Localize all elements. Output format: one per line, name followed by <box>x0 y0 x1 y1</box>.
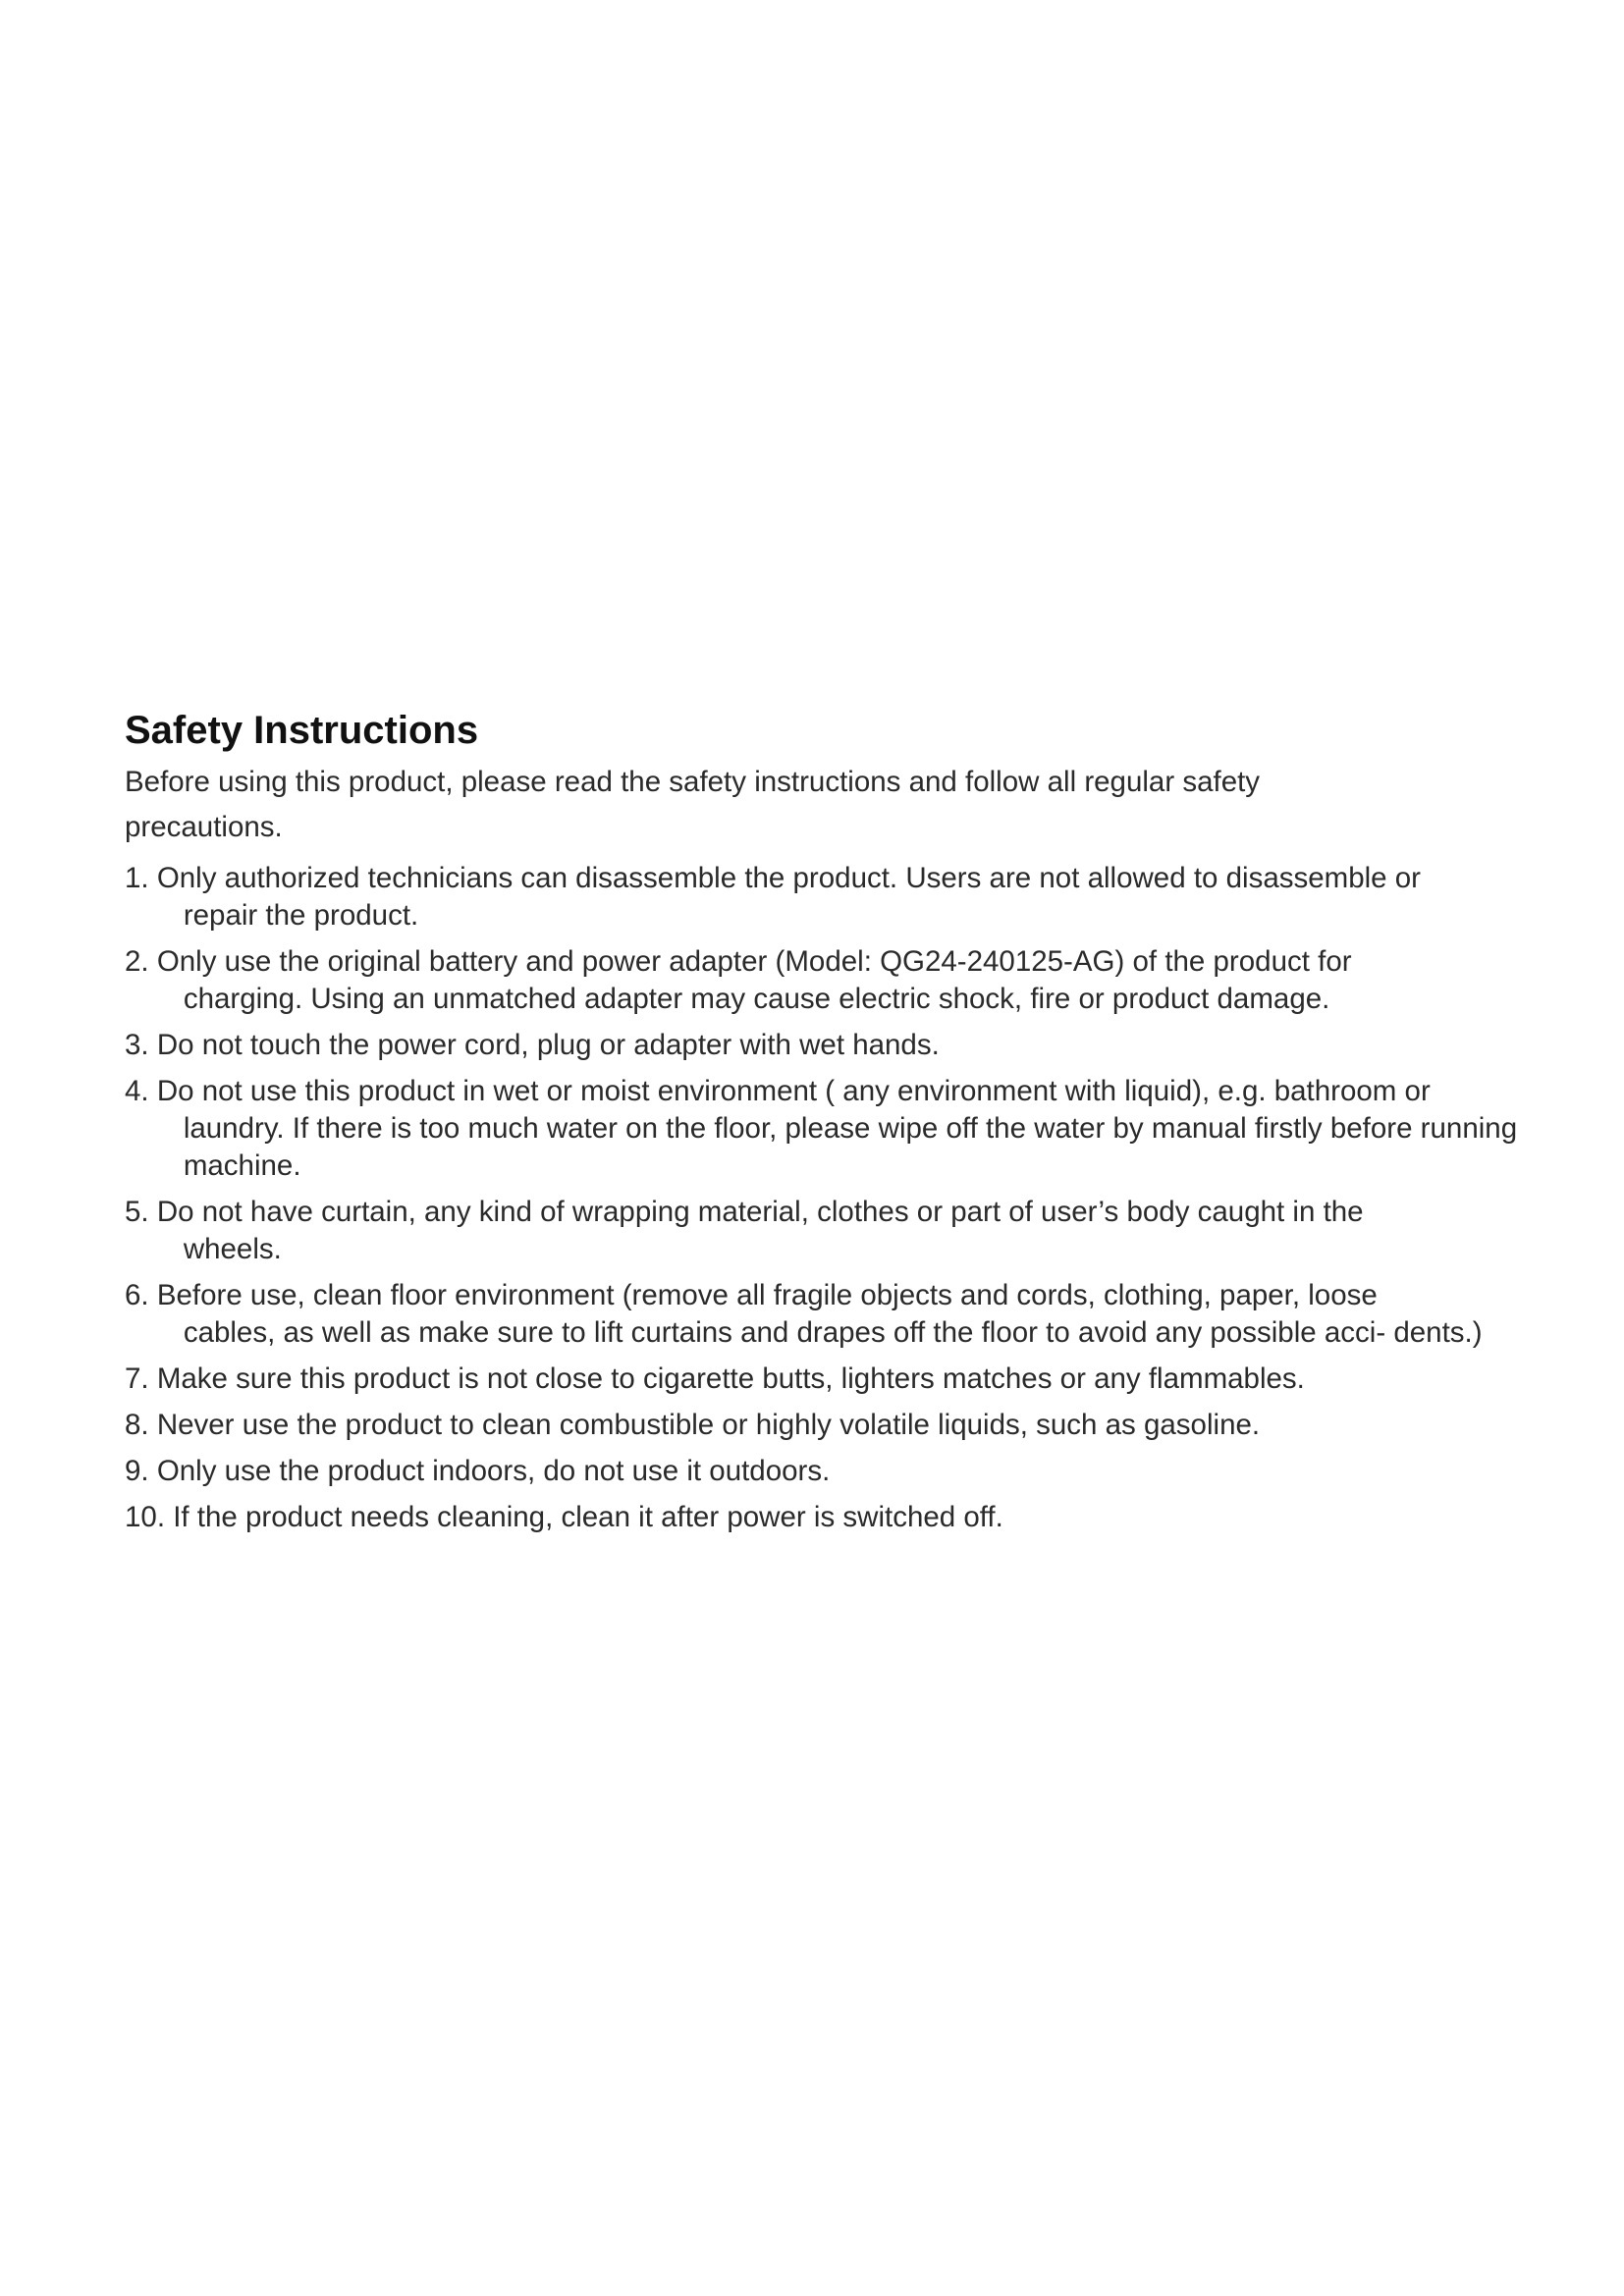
item-text-continuation: laundry. If there is too much water on the floor, please wipe off the water by manual firstly before running machine. <box>183 1112 1518 1182</box>
list-item <box>125 1453 1519 1490</box>
item-text-first-line: Make sure this product is not close to cigarette butts, lighters matches or any flammables. <box>156 1362 1305 1395</box>
item-number: 2. <box>125 945 157 978</box>
item-text-first-line: Do not have curtain, any kind of wrapping material, clothes or part of user’s body caught in the <box>156 1196 1364 1228</box>
item-number: 6. <box>125 1279 157 1311</box>
list-item <box>125 1499 1519 1536</box>
list-item <box>125 1277 1519 1352</box>
item-number: 5. <box>125 1196 157 1228</box>
section-title: Safety Instructions <box>125 709 479 752</box>
instruction-list <box>125 860 1519 1536</box>
list-item <box>125 1361 1519 1398</box>
item-number: 1. <box>125 862 157 894</box>
item-number: 9. <box>125 1455 157 1487</box>
safety-section <box>125 705 1519 1545</box>
item-text <box>157 1277 1519 1352</box>
item-number: 4. <box>125 1075 157 1107</box>
item-number: 10. <box>125 1501 174 1533</box>
item-text-first-line: Only use the original battery and power adapter (Model: QG24-240125-AG) of the product for <box>156 945 1352 978</box>
item-text-first-line: Only use the product indoors, do not use it outdoors. <box>156 1455 831 1487</box>
item-text-first-line: Before use, clean floor environment (remove all fragile objects and cords, clothing, paper, loose <box>156 1279 1378 1311</box>
list-item <box>125 1407 1519 1444</box>
item-text-first-line: Never use the product to clean combustible or highly volatile liquids, such as gasoline. <box>156 1409 1261 1441</box>
item-text-first-line: Do not use this product in wet or moist environment ( any environment with liquid), e.g. bathroom or <box>156 1075 1431 1107</box>
item-text <box>157 1194 1519 1268</box>
item-text-first-line: Do not touch the power cord, plug or adapter with wet hands. <box>156 1029 940 1061</box>
intro-paragraph: Before using this product, please read the safety instructions and follow all regular safety precautions. <box>125 766 1261 843</box>
item-text <box>157 1361 1519 1398</box>
item-text <box>173 1499 1519 1536</box>
item-text-continuation: cables, as well as make sure to lift curtains and drapes off the floor to avoid any possible acci- dents.) <box>183 1316 1483 1349</box>
item-text-continuation: repair the product. <box>183 899 419 932</box>
list-item <box>125 860 1519 934</box>
item-text-continuation: wheels. <box>183 1233 282 1265</box>
item-number: 7. <box>125 1362 157 1395</box>
item-text-first-line: If the product needs cleaning, clean it after power is switched off. <box>173 1501 1003 1533</box>
list-item <box>125 1194 1519 1268</box>
list-item <box>125 1027 1519 1064</box>
item-number: 3. <box>125 1029 157 1061</box>
item-text <box>157 1453 1519 1490</box>
item-text <box>157 943 1519 1018</box>
item-text-continuation: charging. Using an unmatched adapter may cause electric shock, fire or product damage. <box>183 983 1330 1015</box>
list-item <box>125 1073 1519 1185</box>
item-text-first-line: Only authorized technicians can disassemble the product. Users are not allowed to disassemble or <box>156 862 1422 894</box>
item-text <box>157 1073 1519 1185</box>
item-number: 8. <box>125 1409 157 1441</box>
item-text <box>157 860 1519 934</box>
list-item <box>125 943 1519 1018</box>
item-text <box>157 1407 1519 1444</box>
item-text <box>157 1027 1519 1064</box>
